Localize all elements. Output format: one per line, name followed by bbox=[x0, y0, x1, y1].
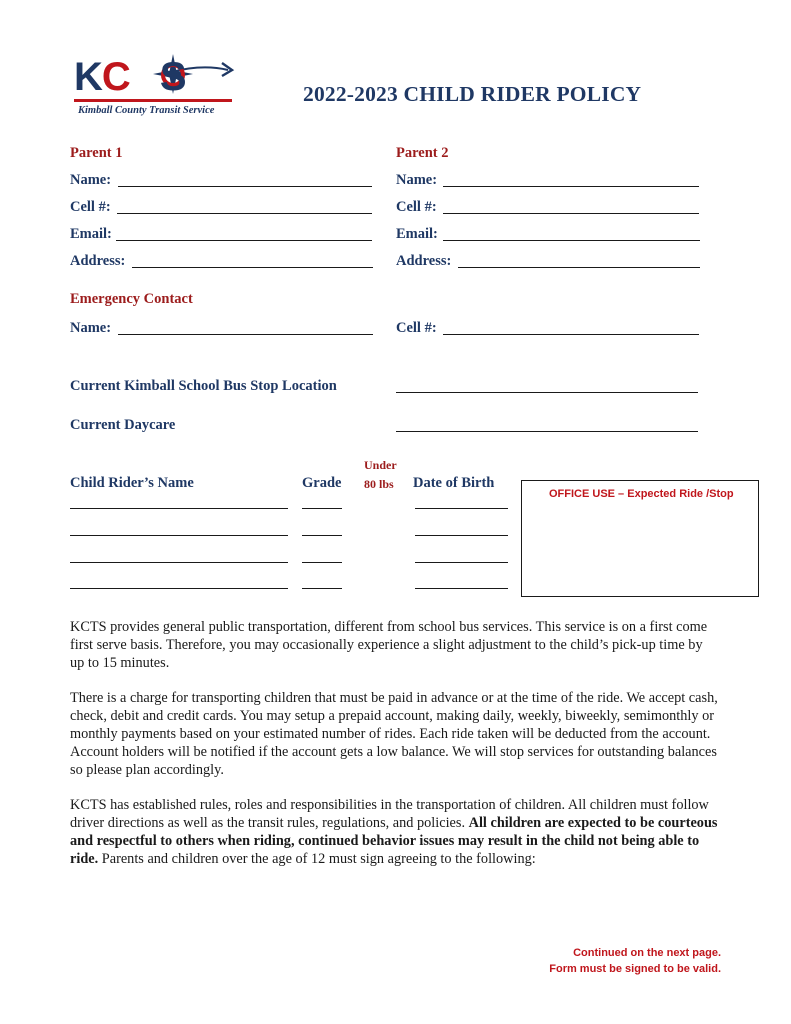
emergency-name-field[interactable] bbox=[118, 334, 373, 335]
parent1-email-field[interactable] bbox=[116, 240, 372, 241]
office-use-box bbox=[521, 480, 759, 597]
col-under-bottom: 80 lbs bbox=[364, 477, 394, 491]
logo-letters: KC S bbox=[74, 55, 186, 99]
emergency-cell-field[interactable] bbox=[443, 334, 699, 335]
parent2-email-field[interactable] bbox=[443, 240, 700, 241]
emergency-name-label: Name: bbox=[70, 320, 112, 336]
parent2-address-label: Address: bbox=[396, 253, 452, 269]
paragraph-payment: There is a charge for transporting children that must be paid in advance or at the time of the ride. We accept cash, check, debit and credit cards. You may setup a prepaid account, making daily, weekly, biweekly, semimonthly or monthly payments based on your estimated number of rides. Each ride taken will be deducted from the account. Account holders will be notified if the account gets a low balance. We will stop services for outstanding balances so please plan accordingly. bbox=[70, 690, 718, 778]
col-under-top: Under bbox=[364, 458, 397, 472]
parent1-address-label: Address: bbox=[70, 253, 126, 269]
parent1-email-label: Email: bbox=[70, 226, 112, 242]
emergency-heading: Emergency Contact bbox=[70, 291, 193, 307]
emergency-cell-label: Cell #: bbox=[396, 320, 437, 336]
parent2-cell-label: Cell #: bbox=[396, 199, 437, 215]
parent1-name-field[interactable] bbox=[118, 186, 372, 187]
daycare-field[interactable] bbox=[396, 431, 698, 432]
col-grade: Grade bbox=[302, 475, 342, 491]
child-grade-field[interactable] bbox=[302, 588, 342, 589]
child-grade-field[interactable] bbox=[302, 535, 342, 536]
parent2-cell-field[interactable] bbox=[443, 213, 699, 214]
child-dob-field[interactable] bbox=[415, 508, 508, 509]
parent2-name-field[interactable] bbox=[443, 186, 699, 187]
child-grade-field[interactable] bbox=[302, 508, 342, 509]
parent2-name-label: Name: bbox=[396, 172, 438, 188]
parent2-email-label: Email: bbox=[396, 226, 438, 242]
office-use-label: OFFICE USE – Expected Ride /Stop bbox=[549, 488, 734, 500]
footer-note-continued: Continued on the next page. bbox=[573, 947, 721, 959]
col-child-name: Child Rider’s Name bbox=[70, 475, 194, 491]
bus-stop-field[interactable] bbox=[396, 392, 698, 393]
parent1-address-field[interactable] bbox=[132, 267, 373, 268]
parent2-heading: Parent 2 bbox=[396, 145, 449, 161]
rules-text-1: KCTS has established rules, roles and responsibilities in the transportation of children. All children must follow driver directions as well as the transit rules, regulations, and policies. bbox=[70, 797, 709, 831]
rules-text-bold: All children are expected to be courteous and respectful to others when riding, continued behavior issues may result in the child not being able to ride. bbox=[70, 815, 718, 867]
col-dob: Date of Birth bbox=[413, 475, 495, 491]
parent1-cell-label: Cell #: bbox=[70, 199, 111, 215]
parent1-name-label: Name: bbox=[70, 172, 112, 188]
daycare-label: Current Daycare bbox=[70, 417, 176, 433]
child-name-field[interactable] bbox=[70, 508, 288, 509]
footer-note-signed: Form must be signed to be valid. bbox=[549, 963, 721, 975]
paragraph-rules bbox=[70, 796, 720, 868]
child-dob-field[interactable] bbox=[415, 562, 508, 563]
logo bbox=[72, 50, 237, 122]
logo-subtitle: Kimball County Transit Service bbox=[78, 105, 215, 116]
parent2-address-field[interactable] bbox=[458, 267, 700, 268]
paragraph-service: KCTS provides general public transportation, different from school bus services. This service is on a first come first serve basis. Therefore, you may occasionally experience a slight adjustment to the child’s pick-up time by up to 15 minutes. bbox=[70, 619, 708, 671]
parent1-cell-field[interactable] bbox=[117, 213, 372, 214]
parent1-heading: Parent 1 bbox=[70, 145, 123, 161]
rules-text-2: Parents and children over the age of 12 must sign agreeing to the following: bbox=[98, 851, 536, 867]
child-name-field[interactable] bbox=[70, 562, 288, 563]
child-name-field[interactable] bbox=[70, 535, 288, 536]
page-title: 2022-2023 CHILD RIDER POLICY bbox=[303, 82, 642, 106]
child-dob-field[interactable] bbox=[415, 588, 508, 589]
child-name-field[interactable] bbox=[70, 588, 288, 589]
child-grade-field[interactable] bbox=[302, 562, 342, 563]
bus-stop-label: Current Kimball School Bus Stop Location bbox=[70, 378, 337, 394]
child-dob-field[interactable] bbox=[415, 535, 508, 536]
